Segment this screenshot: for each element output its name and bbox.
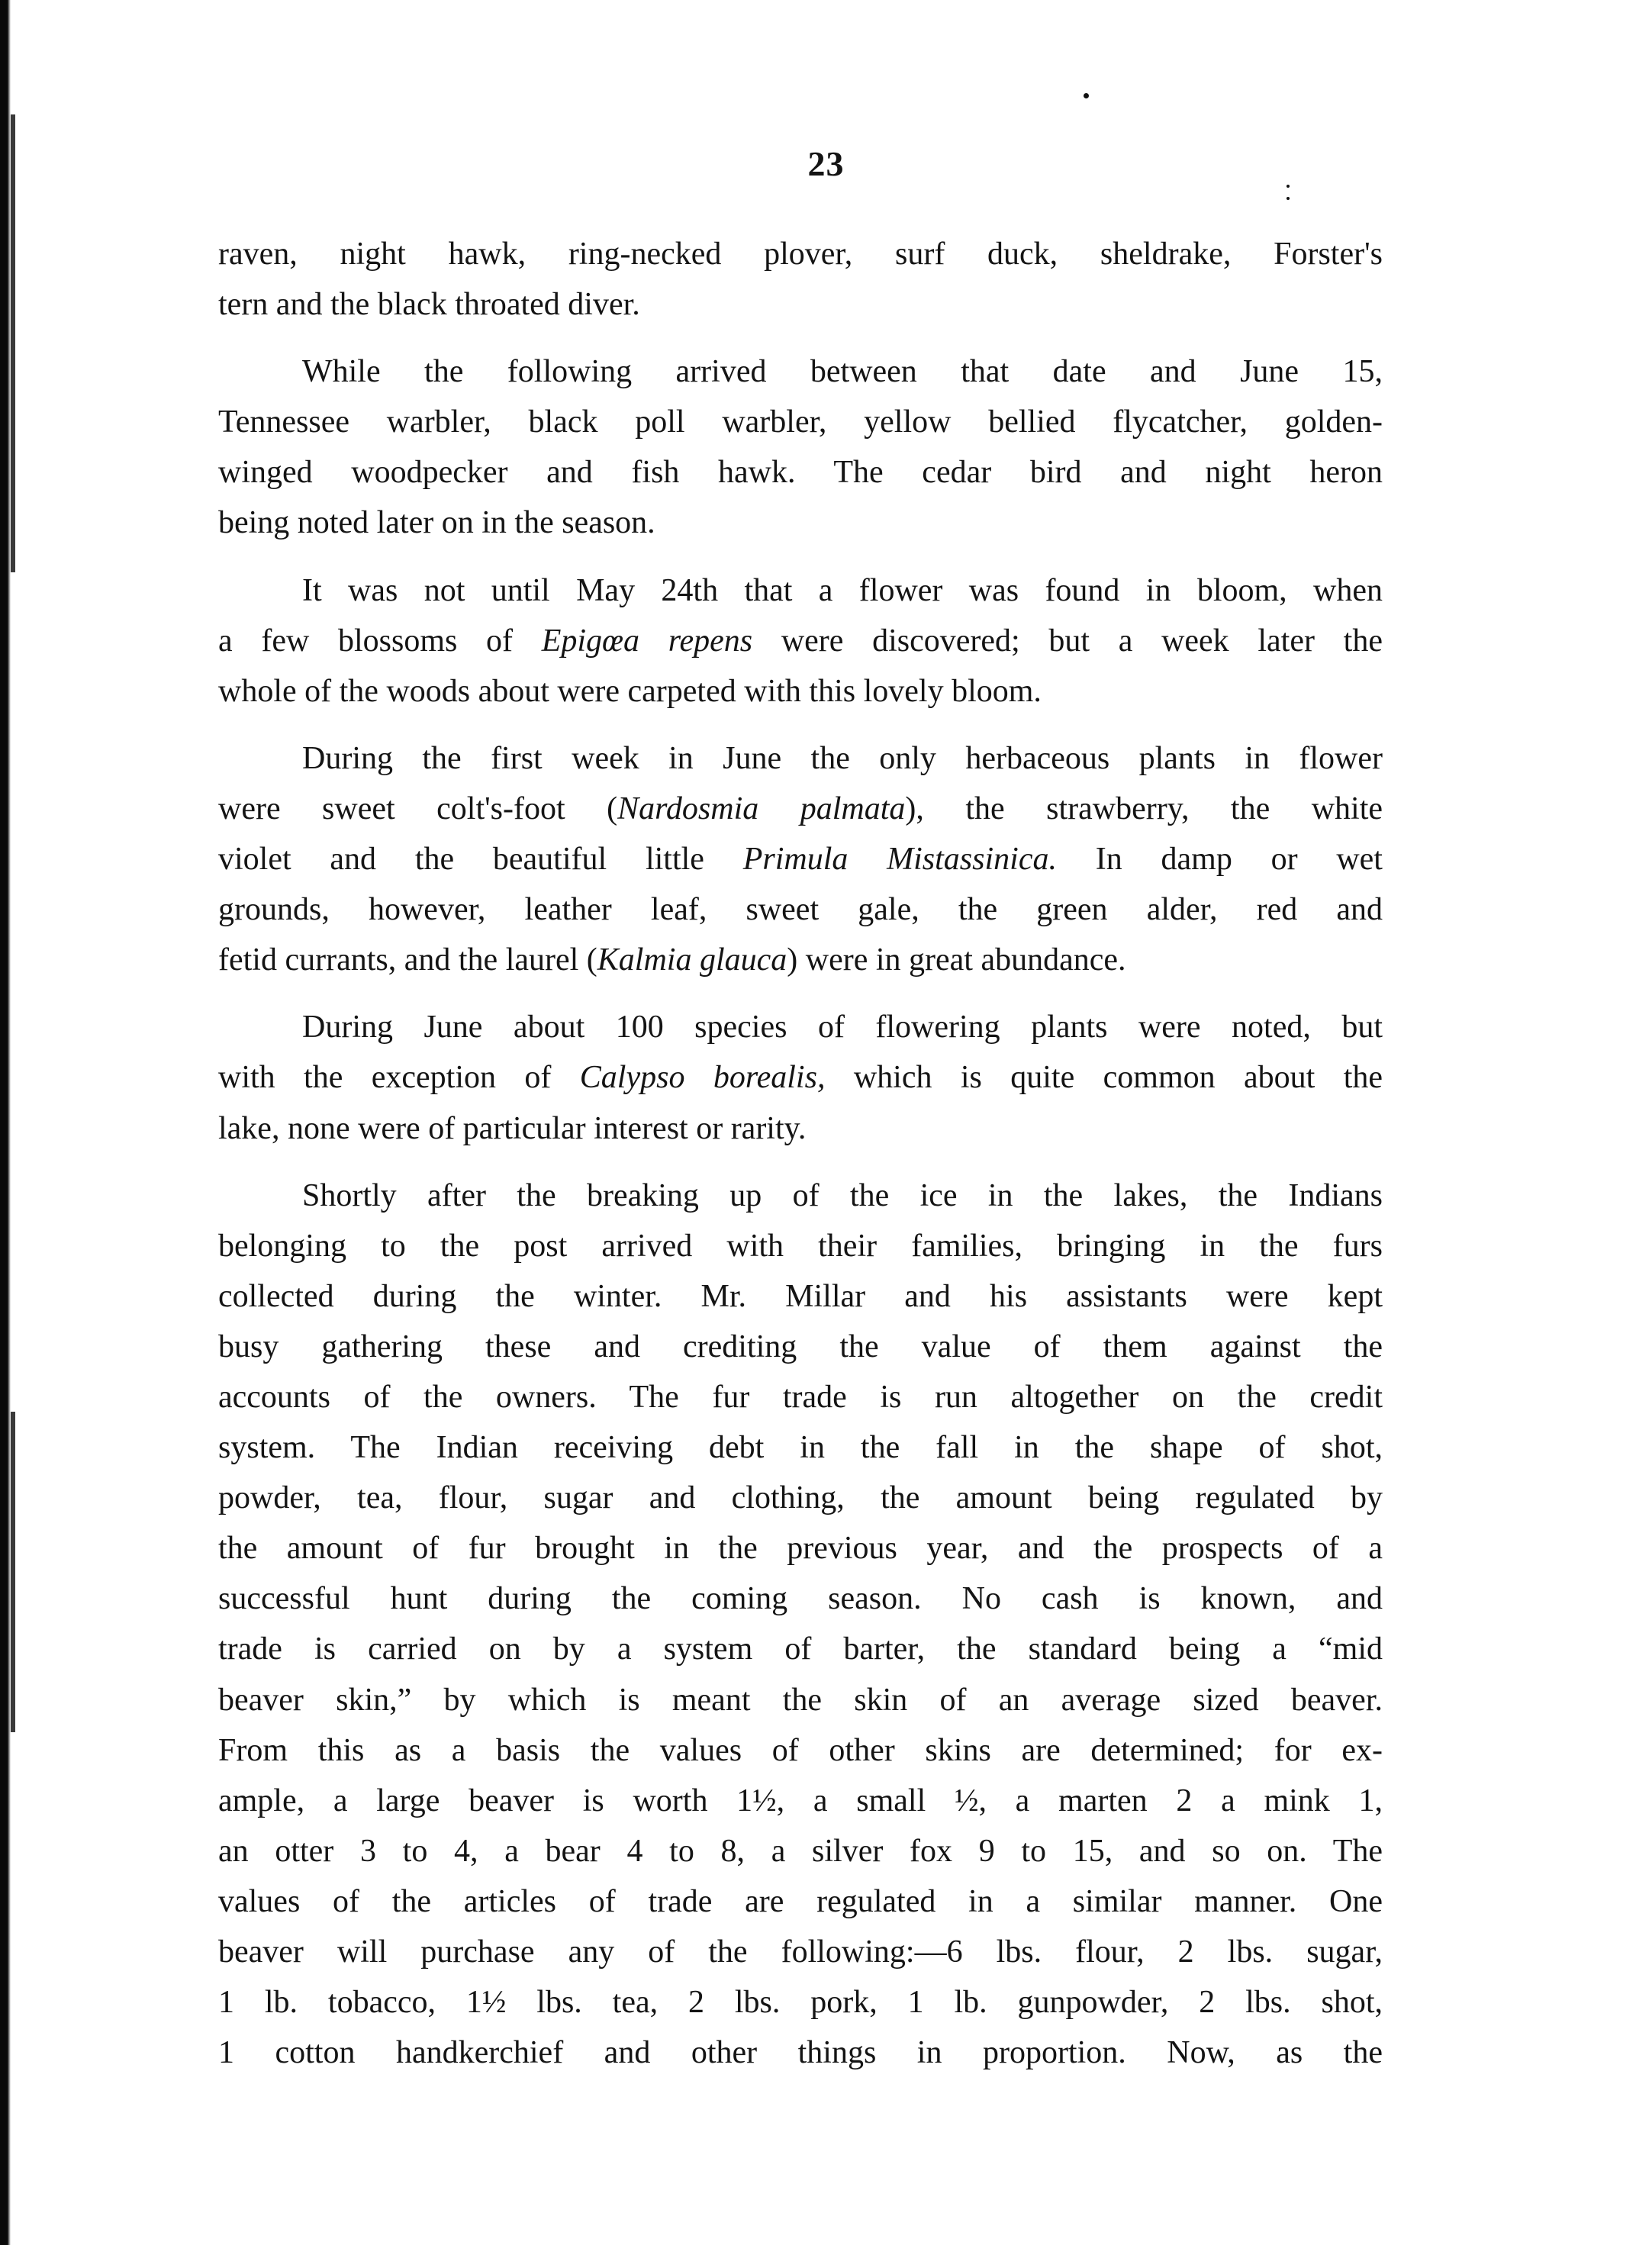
text-line: ample, a large beaver is worth 1½, a small ½, a marten 2 a mink 1,: [218, 1783, 1383, 1818]
text-line: system. The Indian receiving debt in the fall in the shape of shot,: [218, 1430, 1383, 1466]
text-line: being noted later on in the season.: [218, 505, 655, 541]
paragraph-gap: [218, 549, 1383, 565]
ink-speck: [1084, 93, 1089, 98]
body-text: [218, 229, 1383, 2078]
ink-speck: [1286, 197, 1290, 200]
text-line: busy gathering these and crediting the value of them against the: [218, 1329, 1383, 1364]
paragraph: [218, 229, 1383, 330]
text-line: Shortly after the breaking up of the ice in the lakes, the Indians: [302, 1177, 1383, 1213]
text-line: It was not until May 24th that a flower was found in bloom, when: [302, 572, 1383, 608]
text-line: beaver skin,” by which is meant the skin of an average sized beaver.: [218, 1682, 1383, 1718]
text-line: fetid currants, and the laurel (Kalmia glauca) were in great abundance.: [218, 942, 1126, 978]
text-line: grounds, however, leather leaf, sweet gale, the green alder, red and: [218, 892, 1383, 928]
text-line: beaver will purchase any of the following:—6 lbs. flour, 2 lbs. sugar,: [218, 1934, 1383, 1970]
text-line: powder, tea, flour, sugar and clothing, the amount being regulated by: [218, 1480, 1383, 1516]
ink-speck: [1286, 185, 1290, 188]
paragraph-gap: [218, 1154, 1383, 1171]
text-line: While the following arrived between that date and June 15,: [302, 354, 1383, 390]
text-line: successful hunt during the coming season. No cash is known, and: [218, 1581, 1383, 1617]
text-line: the amount of fur brought in the previous year, and the prospects of a: [218, 1531, 1383, 1567]
paragraph: [218, 346, 1383, 548]
text-line: violet and the beautiful little Primula Mistassinica. In damp or wet: [218, 842, 1383, 878]
text-line: Tennessee warbler, black poll warbler, yellow bellied flycatcher, golden-: [218, 404, 1383, 440]
paragraph-gap: [218, 985, 1383, 1002]
page-number: 23: [807, 144, 845, 183]
text-line: values of the articles of trade are regulated in a similar manner. One: [218, 1883, 1383, 1919]
text-line: trade is carried on by a system of barter, the standard being a “mid: [218, 1631, 1383, 1667]
text-line: winged woodpecker and fish hawk. The cedar bird and night heron: [218, 455, 1383, 491]
paragraph-gap: [218, 717, 1383, 733]
text-line: raven, night hawk, ring-necked plover, surf duck, sheldrake, Forster's: [218, 237, 1383, 272]
page-binding-edge: [0, 0, 11, 2245]
text-line: collected during the winter. Mr. Millar and his assistants were kept: [218, 1278, 1383, 1314]
text-line: tern and the black throated diver.: [218, 287, 640, 323]
paragraph: [218, 565, 1383, 717]
text-line: with the exception of Calypso borealis, which is quite common about the: [218, 1060, 1383, 1096]
text-line: During June about 100 species of flowering plants were noted, but: [302, 1010, 1383, 1045]
paragraph-gap: [218, 330, 1383, 346]
binding-wear: [11, 1412, 15, 1732]
paragraph: [218, 1002, 1383, 1153]
text-line: lake, none were of particular interest or rarity.: [218, 1110, 807, 1146]
text-line: belonging to the post arrived with their families, bringing in the furs: [218, 1228, 1383, 1264]
paragraph: [218, 733, 1383, 985]
text-line: 1 cotton handkerchief and other things in proportion. Now, as the: [218, 2035, 1383, 2071]
text-line: From this as a basis the values of other skins are determined; for ex-: [218, 1732, 1383, 1768]
text-line: 1 lb. tobacco, 1½ lbs. tea, 2 lbs. pork, 1 lb. gunpowder, 2 lbs. shot,: [218, 1985, 1383, 2021]
text-line: an otter 3 to 4, a bear 4 to 8, a silver fox 9 to 15, and so on. The: [218, 1833, 1383, 1869]
paragraph: [218, 1171, 1383, 2079]
text-line: During the first week in June the only herbaceous plants in flower: [302, 740, 1383, 776]
text-line: accounts of the owners. The fur trade is run altogether on the credit: [218, 1379, 1383, 1415]
text-line: were sweet colt's-foot (Nardosmia palmata), the strawberry, the white: [218, 791, 1383, 826]
text-line: a few blossoms of Epigœa repens were discovered; but a week later the: [218, 623, 1383, 659]
text-line: whole of the woods about were carpeted with this lovely bloom.: [218, 673, 1042, 709]
